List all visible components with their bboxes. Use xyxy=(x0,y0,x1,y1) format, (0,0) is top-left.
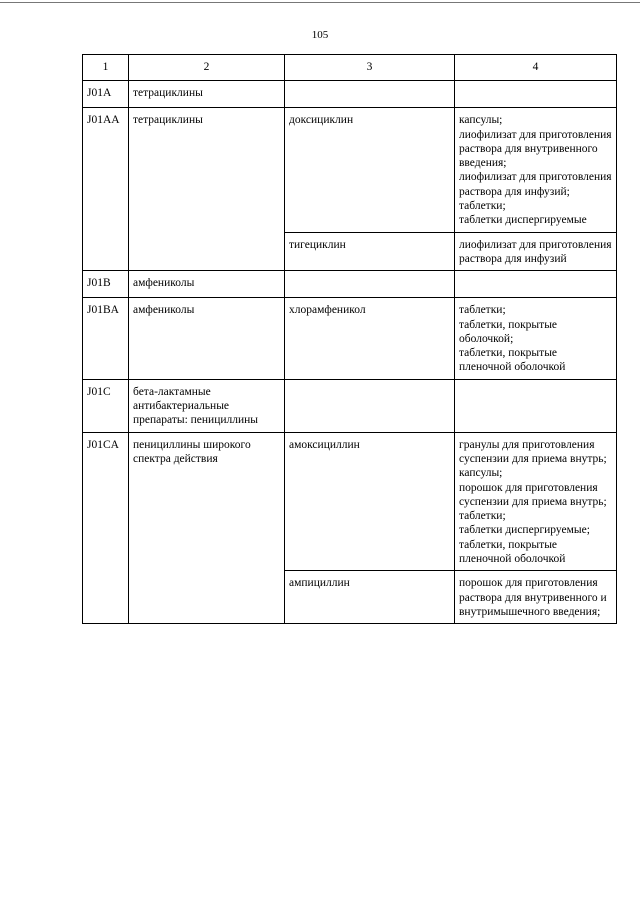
header-cell-code: 1 xyxy=(83,55,129,81)
table-row xyxy=(83,298,617,379)
table-row xyxy=(83,81,617,108)
group-name-cell: амфениколы xyxy=(129,298,285,379)
drug-name-cell: хлорамфеникол xyxy=(285,298,455,379)
dosage-forms-cell: таблетки; таблетки, покрытые оболочкой; таблетки, покрытые пленочной оболочкой xyxy=(455,298,617,379)
atc-code-cell: J01A xyxy=(83,81,129,108)
table-body xyxy=(83,55,617,624)
dosage-forms-cell xyxy=(455,379,617,432)
atc-code-cell: J01B xyxy=(83,271,129,298)
group-name-cell: тетрациклины xyxy=(129,81,285,108)
drug-name-cell: тигециклин xyxy=(285,232,455,271)
group-name-cell: бета-лактамные антибактериальные препараты: пенициллины xyxy=(129,379,285,432)
page-number: 105 xyxy=(311,29,329,41)
table-row xyxy=(83,379,617,432)
drug-name-cell: ампициллин xyxy=(285,571,455,624)
group-name-cell: пенициллины широкого спектра действия xyxy=(129,432,285,624)
dosage-forms-cell: порошок для приготовления раствора для внутривенного и внутримышечного введения; xyxy=(455,571,617,624)
drug-name-cell xyxy=(285,271,455,298)
header-cell-group: 2 xyxy=(129,55,285,81)
table-row xyxy=(83,432,617,571)
atc-code-cell: J01C xyxy=(83,379,129,432)
header-cell-forms: 4 xyxy=(455,55,617,81)
dosage-forms-cell: капсулы; лиофилизат для приготовления раствора для внутривенного введения; лиофилизат для приготовления раствора для инфузий; таблетки; таблетки диспергируемые xyxy=(455,108,617,232)
header-row xyxy=(83,55,617,81)
drug-name-cell xyxy=(285,81,455,108)
top-rule xyxy=(0,2,640,3)
drug-name-cell: доксициклин xyxy=(285,108,455,232)
dosage-forms-cell xyxy=(455,81,617,108)
dosage-forms-cell: лиофилизат для приготовления раствора для инфузий xyxy=(455,232,617,271)
dosage-forms-cell xyxy=(455,271,617,298)
table-row xyxy=(83,271,617,298)
header-cell-drug: 3 xyxy=(285,55,455,81)
drug-table xyxy=(82,54,617,624)
drug-name-cell: амоксициллин xyxy=(285,432,455,571)
table-row xyxy=(83,108,617,232)
atc-code-cell: J01CA xyxy=(83,432,129,624)
drug-name-cell xyxy=(285,379,455,432)
group-name-cell: амфениколы xyxy=(129,271,285,298)
atc-code-cell: J01BA xyxy=(83,298,129,379)
group-name-cell: тетрациклины xyxy=(129,108,285,271)
atc-code-cell: J01AA xyxy=(83,108,129,271)
dosage-forms-cell: гранулы для приготовления суспензии для приема внутрь; капсулы; порошок для приготовления суспензии для приема внутрь; таблетки; таблетки диспергируемые; таблетки, покрытые пленочной оболочкой xyxy=(455,432,617,571)
